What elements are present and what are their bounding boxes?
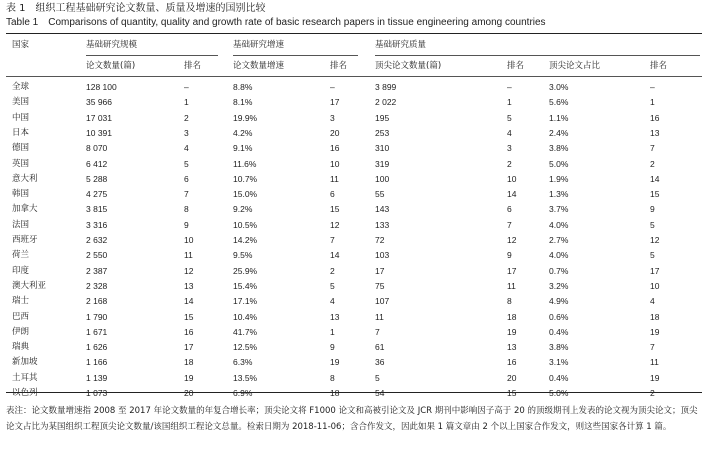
table-cell: 6 <box>330 189 335 199</box>
country-name: 意大利 <box>12 174 38 184</box>
table-cell: 18 <box>330 388 340 398</box>
table-cell: 15 <box>507 388 517 398</box>
table-cell: 15 <box>330 204 340 214</box>
table-cell: 310 <box>375 143 390 153</box>
table-cell: 7 <box>184 189 189 199</box>
table-cell: 3.0% <box>549 82 569 92</box>
table-cell: 103 <box>375 250 390 260</box>
country-name: 土耳其 <box>12 373 38 383</box>
country-name: 澳大利亚 <box>12 281 47 291</box>
table-cell: 10 391 <box>86 128 112 138</box>
table-cell: 20 <box>507 373 517 383</box>
country-name: 以色列 <box>12 388 38 398</box>
table-cell: 19.9% <box>233 113 258 123</box>
table-cell: 9 <box>184 220 189 230</box>
table-cell: 2 <box>507 159 512 169</box>
table-cell: 2 168 <box>86 296 108 306</box>
group-scale-rule <box>86 55 218 56</box>
table-cell: 2.7% <box>549 235 569 245</box>
table-cell: 12 <box>650 235 660 245</box>
table-cell: 2 <box>330 266 335 276</box>
table-cell: 2 387 <box>86 266 108 276</box>
table-cell: 14 <box>330 250 340 260</box>
table-cell: – <box>330 82 335 92</box>
table-cell: 1 073 <box>86 388 108 398</box>
subheader-7: 顶尖论文占比 <box>549 61 601 71</box>
header-bottom-rule <box>6 76 702 77</box>
table-cell: 0.4% <box>549 327 569 337</box>
table-cell: 3.8% <box>549 342 569 352</box>
subheader-4: 排名 <box>330 61 348 71</box>
table-cell: 4.2% <box>233 128 253 138</box>
table-cell: 4.9% <box>549 296 569 306</box>
subheader-3: 论文数量增速 <box>233 61 285 71</box>
country-name: 全球 <box>12 82 30 92</box>
table-cell: 14 <box>184 296 194 306</box>
table-cell: 15 <box>184 312 194 322</box>
table-cell: 143 <box>375 204 390 214</box>
table-cell: 9.1% <box>233 143 253 153</box>
table-cell: 20 <box>330 128 340 138</box>
table-cell: 19 <box>507 327 517 337</box>
table-cell: 2.4% <box>549 128 569 138</box>
table-cell: 17 <box>507 266 517 276</box>
table-cell: 15.0% <box>233 189 258 199</box>
table-cell: 3.2% <box>549 281 569 291</box>
table-cell: 6.3% <box>233 357 253 367</box>
table-cell: 2 550 <box>86 250 108 260</box>
group-growth-rule <box>233 55 358 56</box>
table-cell: 5 <box>184 159 189 169</box>
country-name: 新加坡 <box>12 357 38 367</box>
table-cell: 9 <box>507 250 512 260</box>
country-name: 印度 <box>12 266 30 276</box>
table-footnote: 表注：论文数量增速指 2008 至 2017 年论文数量的年复合增长率；顶尖论文将 F1000 论文和高被引论文及 JCR 期刊中影响因子高于 20 的顶级期刊上发表的论文视为顶尖论文；顶尖论文占比为某国组织工程顶尖论文数量/该国组织工程论文总量。检索日期为 2018-11-06；含合作发文，因此如果 1 篇文章由 2 个以上国家合作发文，则这些国家各计算 1 篇。 <box>6 406 698 432</box>
table-cell: 8 <box>184 204 189 214</box>
table-cell: 4 275 <box>86 189 108 199</box>
table-cell: 16 <box>650 113 660 123</box>
table-cell: 12 <box>184 266 194 276</box>
table-cell: – <box>507 82 512 92</box>
table-cell: 9 <box>330 342 335 352</box>
table-cell: 4 <box>650 296 655 306</box>
table-cell: 19 <box>330 357 340 367</box>
table-cell: 1 626 <box>86 342 108 352</box>
table-cell: 5.0% <box>549 388 569 398</box>
table-cell: 15.4% <box>233 281 258 291</box>
country-name: 中国 <box>12 113 30 123</box>
subheader-6: 排名 <box>507 61 525 71</box>
table-cell: 55 <box>375 189 385 199</box>
table-cell: 5 <box>330 281 335 291</box>
table-cell: 0.7% <box>549 266 569 276</box>
table-cell: 11.6% <box>233 159 257 169</box>
table-cell: 6 <box>184 174 189 184</box>
table-cell: 4 <box>184 143 189 153</box>
table-cell: 72 <box>375 235 385 245</box>
table-cell: 19 <box>650 327 660 337</box>
table-cell: 6.9% <box>233 388 253 398</box>
table-cell: 8.8% <box>233 82 253 92</box>
table-cell: 11 <box>184 250 193 260</box>
table-cell: 10 <box>650 281 660 291</box>
table-cell: 13 <box>330 312 340 322</box>
table-cell: 3 316 <box>86 220 108 230</box>
country-name: 伊朗 <box>12 327 30 337</box>
table-cell: 19 <box>650 373 660 383</box>
table-cell: 16 <box>330 143 340 153</box>
table-cell: 0.6% <box>549 312 569 322</box>
table-cell: 61 <box>375 342 385 352</box>
table-cell: 10 <box>330 159 340 169</box>
table-bottom-rule <box>6 392 702 393</box>
header-group-scale: 基础研究规模 <box>86 40 138 50</box>
table-cell: 13.5% <box>233 373 258 383</box>
table-cell: 8 <box>330 373 335 383</box>
table-cell: 13 <box>184 281 194 291</box>
group-quality-rule <box>375 55 700 56</box>
table-cell: – <box>650 82 655 92</box>
table-cell: 17.1% <box>233 296 258 306</box>
table-cell: 2 632 <box>86 235 108 245</box>
table-cell: 7 <box>330 235 335 245</box>
table-cell: 3 <box>507 143 512 153</box>
table-cell: 10 <box>507 174 517 184</box>
table-cell: 3 899 <box>375 82 397 92</box>
table-cell: 11 <box>650 357 659 367</box>
table-cell: 10.7% <box>233 174 258 184</box>
table-cell: 16 <box>507 357 517 367</box>
subheader-8: 排名 <box>650 61 668 71</box>
table-cell: 35 966 <box>86 97 112 107</box>
table-cell: 1.1% <box>549 113 569 123</box>
table-cell: 11 <box>330 174 339 184</box>
table-cell: 195 <box>375 113 390 123</box>
table-cell: 6 412 <box>86 159 108 169</box>
table-cell: 6 <box>507 204 512 214</box>
table-cell: 5 <box>650 250 655 260</box>
table-cell: 5 <box>375 373 380 383</box>
table-cell: 5 <box>650 220 655 230</box>
table-cell: 1.3% <box>549 189 569 199</box>
table-cell: 25.9% <box>233 266 258 276</box>
table-cell: 100 <box>375 174 390 184</box>
table-cell: 7 <box>650 342 655 352</box>
table-cell: 14.2% <box>233 235 258 245</box>
table-cell: 4 <box>330 296 335 306</box>
table-cell: 1 <box>184 97 189 107</box>
table-cell: 9.2% <box>233 204 253 214</box>
table-cell: 1 790 <box>86 312 108 322</box>
table-cell: 107 <box>375 296 390 306</box>
table-cell: 253 <box>375 128 390 138</box>
table-cell: 1 <box>650 97 655 107</box>
table-cell: 133 <box>375 220 390 230</box>
table-cell: 3.1% <box>549 357 569 367</box>
table-cell: 20 <box>184 388 194 398</box>
table-cell: 128 100 <box>86 82 117 92</box>
table-cell: 54 <box>375 388 385 398</box>
table-cell: 3 <box>330 113 335 123</box>
country-name: 瑞士 <box>12 296 30 306</box>
table-cell: – <box>184 82 189 92</box>
table-cell: 12 <box>507 235 517 245</box>
table-cell: 36 <box>375 357 385 367</box>
table-cell: 8 <box>507 296 512 306</box>
table-cell: 17 <box>330 97 340 107</box>
table-cell: 8.1% <box>233 97 253 107</box>
table-cell: 2 328 <box>86 281 108 291</box>
table-cell: 75 <box>375 281 385 291</box>
table-cell: 9.5% <box>233 250 253 260</box>
table-cell: 2 <box>650 388 655 398</box>
table-cell: 17 031 <box>86 113 112 123</box>
table-top-rule <box>6 33 702 34</box>
table-cell: 18 <box>184 357 194 367</box>
table-cell: 1 166 <box>86 357 108 367</box>
table-cell: 1 671 <box>86 327 108 337</box>
table-cell: 19 <box>184 373 194 383</box>
table-cell: 7 <box>650 143 655 153</box>
table-cell: 15 <box>650 189 660 199</box>
country-name: 西班牙 <box>12 235 38 245</box>
subheader-1: 论文数量(篇) <box>86 61 136 71</box>
table-cell: 11 <box>507 281 516 291</box>
table-caption-en: Table 1 Comparisons of quantity, quality and growth rate of basic research papers in tissue engineering among countries <box>6 17 546 28</box>
table-cell: 8 070 <box>86 143 108 153</box>
country-name: 法国 <box>12 220 30 230</box>
header-group-growth: 基础研究增速 <box>233 40 285 50</box>
table-cell: 4 <box>507 128 512 138</box>
table-cell: 0.4% <box>549 373 569 383</box>
table-cell: 7 <box>507 220 512 230</box>
table-cell: 11 <box>375 312 384 322</box>
table-cell: 17 <box>375 266 385 276</box>
table-cell: 12 <box>330 220 340 230</box>
table-cell: 16 <box>184 327 194 337</box>
table-cell: 4.0% <box>549 220 569 230</box>
table-cell: 14 <box>650 174 660 184</box>
country-name: 德国 <box>12 143 30 153</box>
table-cell: 3 <box>184 128 189 138</box>
table-cell: 5 <box>507 113 512 123</box>
table-cell: 10.5% <box>233 220 258 230</box>
table-cell: 13 <box>650 128 660 138</box>
table-cell: 1 <box>507 97 512 107</box>
table-cell: 5.6% <box>549 97 569 107</box>
table-cell: 18 <box>650 312 660 322</box>
country-name: 英国 <box>12 159 30 169</box>
table-cell: 14 <box>507 189 517 199</box>
table-cell: 10.4% <box>233 312 258 322</box>
country-name: 巴西 <box>12 312 30 322</box>
table-cell: 3.8% <box>549 143 569 153</box>
table-cell: 10 <box>184 235 194 245</box>
country-name: 日本 <box>12 128 30 138</box>
table-cell: 12.5% <box>233 342 258 352</box>
table-cell: 41.7% <box>233 327 258 337</box>
table-cell: 1.9% <box>549 174 569 184</box>
table-cell: 2 <box>184 113 189 123</box>
table-cell: 1 <box>330 327 335 337</box>
table-caption-cn: 表 1 组织工程基础研究论文数量、质量及增速的国别比较 <box>6 3 266 14</box>
table-cell: 17 <box>650 266 660 276</box>
subheader-2: 排名 <box>184 61 202 71</box>
table-cell: 7 <box>375 327 380 337</box>
subheader-5: 顶尖论文数量(篇) <box>375 61 442 71</box>
table-cell: 319 <box>375 159 390 169</box>
country-name: 荷兰 <box>12 250 30 260</box>
table-cell: 1 139 <box>86 373 108 383</box>
table-cell: 2 022 <box>375 97 397 107</box>
country-name: 韩国 <box>12 189 30 199</box>
country-name: 美国 <box>12 97 30 107</box>
table-cell: 9 <box>650 204 655 214</box>
country-name: 加拿大 <box>12 204 38 214</box>
table-cell: 3 815 <box>86 204 108 214</box>
table-cell: 17 <box>184 342 194 352</box>
table-cell: 5.0% <box>549 159 569 169</box>
table-cell: 3.7% <box>549 204 569 214</box>
table-cell: 4.0% <box>549 250 569 260</box>
table-cell: 2 <box>650 159 655 169</box>
table-cell: 18 <box>507 312 517 322</box>
header-group-quality: 基础研究质量 <box>375 40 427 50</box>
header-country: 国家 <box>12 40 30 50</box>
table-cell: 5 288 <box>86 174 108 184</box>
table-cell: 13 <box>507 342 517 352</box>
country-name: 瑞典 <box>12 342 30 352</box>
